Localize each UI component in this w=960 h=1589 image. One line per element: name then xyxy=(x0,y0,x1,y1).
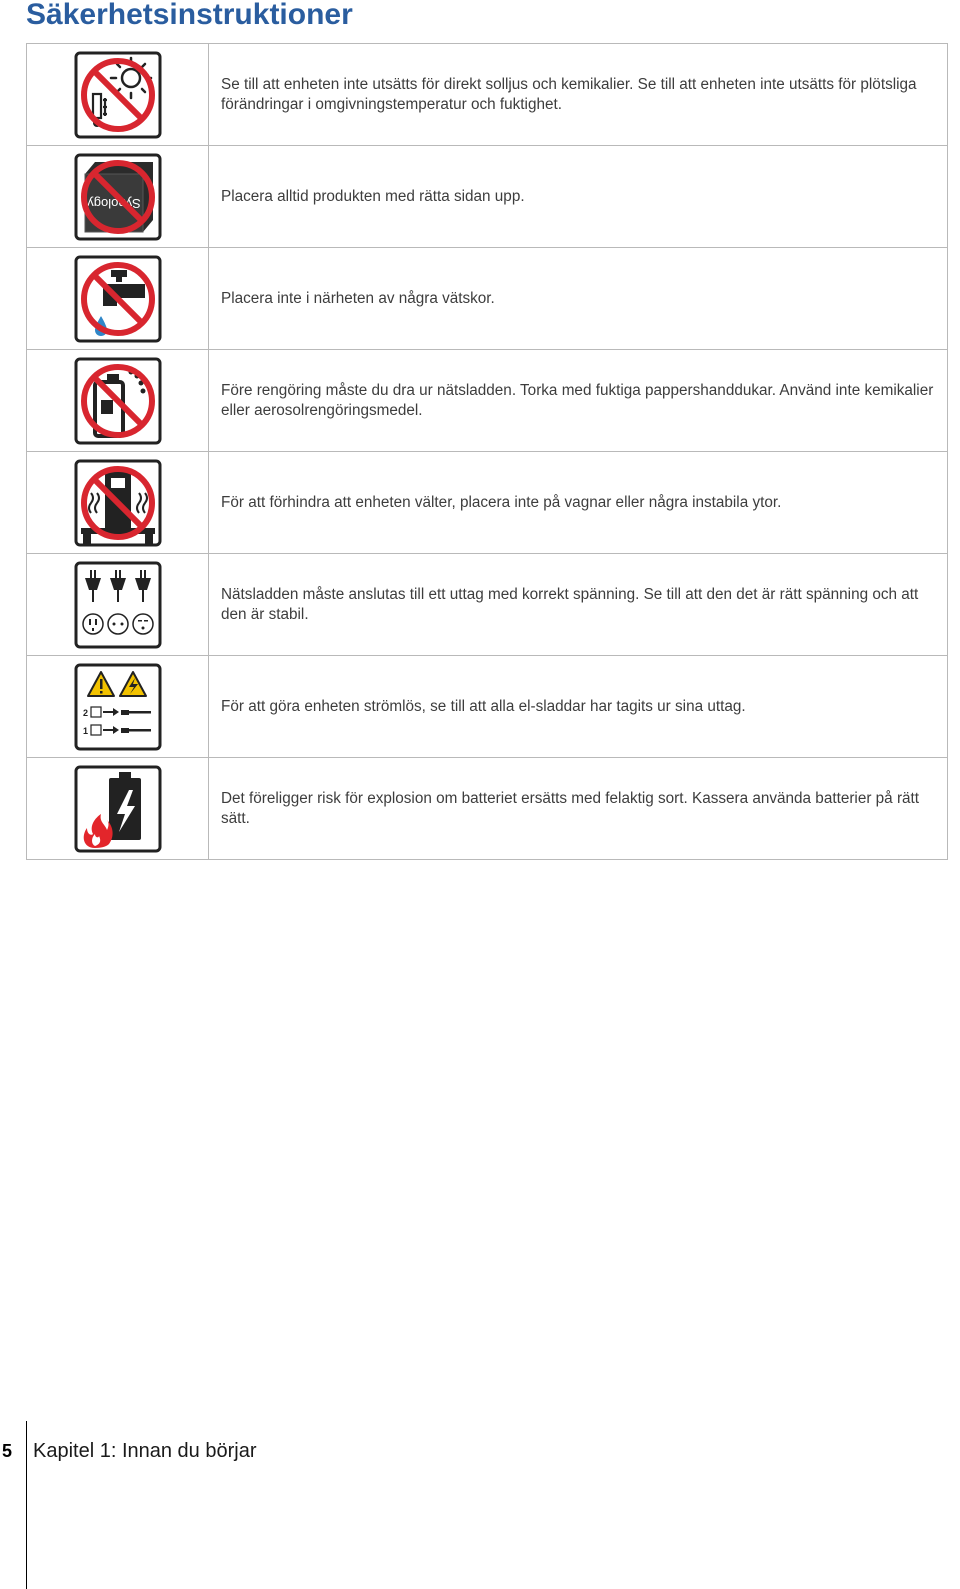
battery-fire-icon xyxy=(73,764,163,854)
instruction-text: Placera inte i närheten av några vätskor. xyxy=(209,248,948,350)
safety-instructions-table xyxy=(26,43,948,860)
instruction-text: För att göra enheten strömlös, se till att alla el-sladdar har tagits ur sina uttag. xyxy=(209,656,948,758)
table-row xyxy=(27,248,948,350)
instruction-text: Placera alltid produkten med rätta sidan upp. xyxy=(209,146,948,248)
footer-divider xyxy=(26,1421,27,1589)
page-number: 5 xyxy=(2,1441,13,1461)
instruction-text: För att förhindra att enheten välter, placera inte på vagnar eller några instabila ytor. xyxy=(209,452,948,554)
chapter-title: Kapitel 1: Innan du börjar xyxy=(33,1440,257,1462)
no-spray-cleaning-icon xyxy=(73,356,163,446)
instruction-text: Före rengöring måste du dra ur nätsladden. Torka med fuktiga pappershanddukar. Använd inte kemikalier eller aerosolrengöringsmedel. xyxy=(209,350,948,452)
box-brand-label: Synology xyxy=(86,195,141,211)
table-row xyxy=(27,452,948,554)
no-liquids-icon xyxy=(73,254,163,344)
table-row xyxy=(27,554,948,656)
table-row xyxy=(27,146,948,248)
power-plugs-icon xyxy=(73,560,163,650)
table-row xyxy=(27,350,948,452)
power-label-2: 2 xyxy=(82,707,88,718)
table-row xyxy=(27,44,948,146)
no-cart-icon xyxy=(73,458,163,548)
disconnect-power-icon xyxy=(73,662,163,752)
instruction-text: Nätsladden måste anslutas till ett uttag med korrekt spänning. Se till att den det är rätt spänning och att den är stabil. xyxy=(209,554,948,656)
instruction-text: Se till att enheten inte utsätts för direkt solljus och kemikalier. Se till att enheten inte utsätts för plötsliga förändringar i omgivningstemperatur och fuktighet. xyxy=(209,44,948,146)
upright-box-icon xyxy=(73,152,163,242)
no-sunlight-temperature-icon xyxy=(73,50,163,140)
instruction-text: Det föreligger risk för explosion om batteriet ersätts med felaktig sort. Kassera använda batterier på rätt sätt. xyxy=(209,758,948,860)
page-title: Säkerhetsinstruktioner xyxy=(26,0,353,31)
power-label-1: 1 xyxy=(82,725,88,736)
table-row xyxy=(27,758,948,860)
table-row xyxy=(27,656,948,758)
